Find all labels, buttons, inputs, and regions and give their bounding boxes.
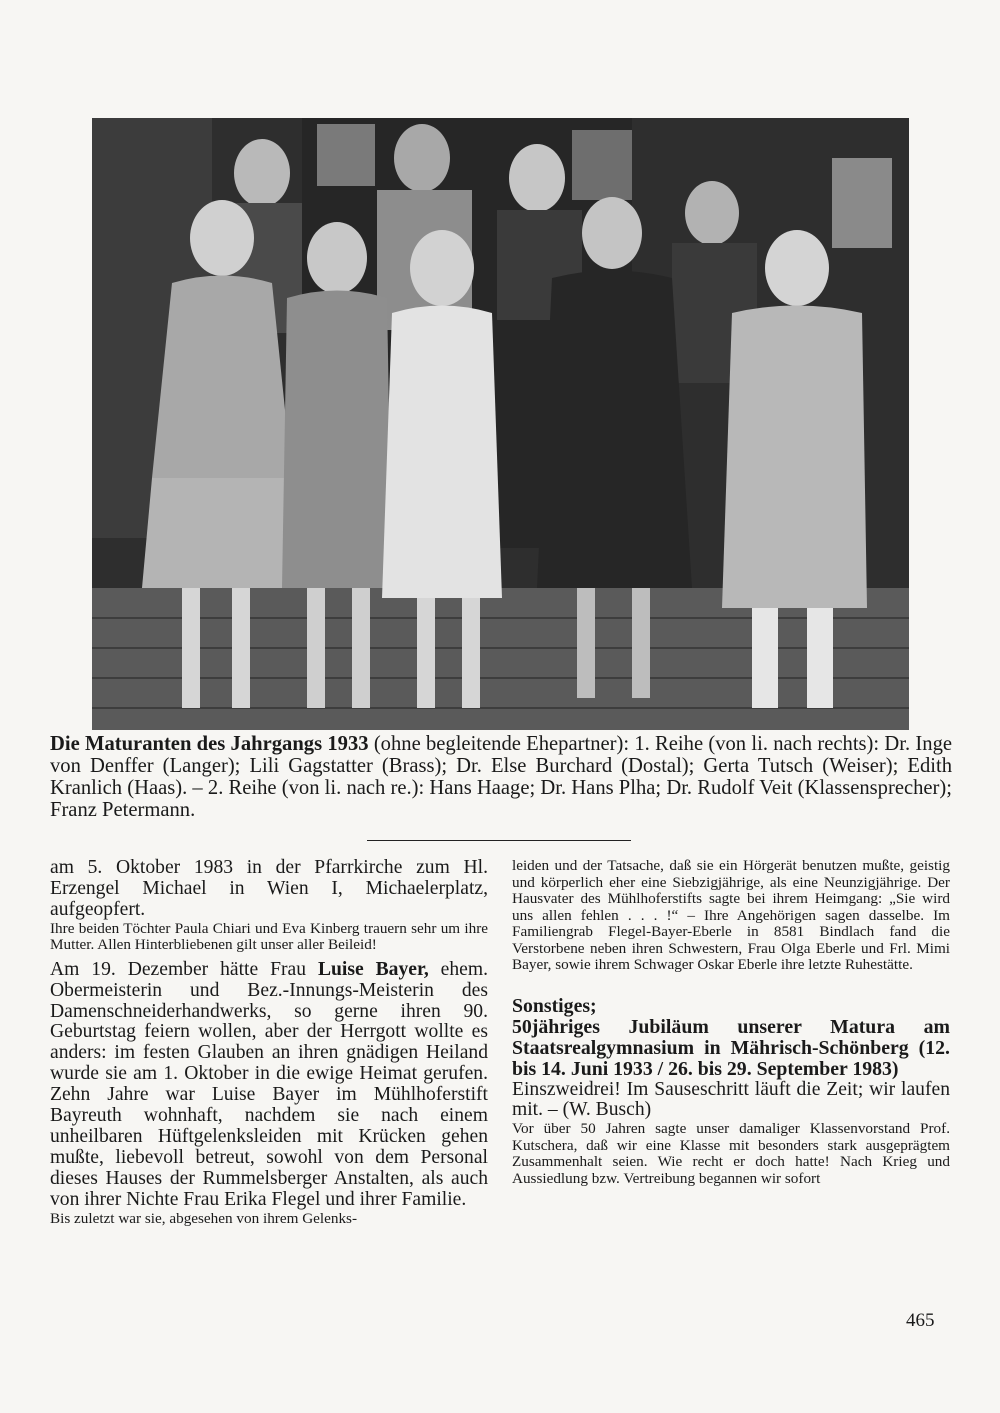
section-heading-sonstiges: Sonstiges; xyxy=(512,994,597,1017)
left-paragraph-1: am 5. Oktober 1983 in der Pfarrkirche zum Hl. Erzengel Michael in Wien I, Michaelerplatz, aufgeopfert. xyxy=(50,857,488,920)
left-paragraph-2: Ihre beiden Töchter Paula Chiari und Eva Kinberg trauern sehr um ihre Mutter. Allen Hinterbliebenen gilt unser aller Beileid! xyxy=(50,919,488,954)
photo-caption xyxy=(50,733,952,821)
left-paragraph-3-start: Am 19. Dezember hätte Frau xyxy=(50,958,318,980)
left-paragraph-3-rest: ehem. Obermeisterin und Bez.-Innungs-Meisterin des Damenschneiderhandwerks, so gerne ihren 90. Geburtstag feiern wollen, aber der Herrgott wollte es anders: im festen Glauben an ihren gnädigen Heiland wurde sie am 1. Oktober in die ewige Heimat gerufen. Zehn Jahre war Luise Bayer im Mühlhoferstift Bayreuth wohnhaft, nachdem sie nach einem unheilbaren Hüftgelenksleiden mit Krücken gehen mußte, liebevoll betreut, sowohl von dem Personal dieses Hauses der Rummelsberger Anstalten, als auch von ihrer Nichte Frau Erika Flegel und ihrer Familie. xyxy=(50,958,488,1210)
section-divider xyxy=(367,840,631,841)
caption-title: Die Maturanten des Jahrgangs 1933 xyxy=(50,733,369,755)
right-paragraph-3: Vor über 50 Jahren sagte unser damaliger Klassenvorstand Prof. Kutschera, daß wir eine Klasse mit besonders stark ausgeprägtem Zusammenhalt seien. Wie recht er doch hatte! Nach Krieg und Aussiedlung bzw. Vertreibung begannen wir sofort xyxy=(512,1120,950,1187)
right-paragraph-2: Einszweidrei! Im Sauseschritt läuft die Zeit; wir laufen mit. – (W. Busch) xyxy=(512,1078,950,1121)
left-paragraph-3 xyxy=(50,960,488,1211)
caption-text: (ohne begleitende Ehepartner): 1. Reihe (von li. nach rechts): Dr. Inge von Denffer (Langer); Lili Gagstatter (Brass); Dr. Else Burchard (Dostal); Gerta Tutsch (Weiser); Edith Kranlich (Haas). – 2. Reihe (von li. nach re.): Hans Haage; Dr. Hans Plha; Dr. Rudolf Veit (Klassensprecher); Franz Petermann. xyxy=(50,733,953,821)
group-photo xyxy=(92,118,909,730)
page-number: 465 xyxy=(906,1310,935,1331)
section-heading-jubilaeum: 50jähriges Jubiläum unserer Matura am Staatsrealgymnasium in Mährisch-Schönberg (12. bis 14. Juni 1933 / 26. bis 29. September 1983) xyxy=(512,1015,950,1080)
left-paragraph-4: Bis zuletzt war sie, abgesehen von ihrem Gelenks- xyxy=(50,1209,358,1227)
person-name-luise-bayer: Luise Bayer, xyxy=(317,958,429,980)
left-column xyxy=(50,858,488,1227)
group-photo-illustration xyxy=(92,118,909,730)
right-column xyxy=(512,858,950,1187)
right-paragraph-1: leiden und der Tatsache, daß sie ein Hörgerät benutzen mußte, geistig und körperlich eher eine Siebzigjährige, als eine Neunzigjährige. Der Hausvater des Mühlhoferstifts sagte bei ihrem Heimgang: „Sie wird uns allen fehlen . . . !“ – Ihre Angehörigen sagen dasselbe. Im Familiengrab Flegel-Bayer-Eberle in 8581 Bindlach fand die Verstorbene neben ihren Schwestern, Frau Olga Eberle und Frl. Mimi Bayer, sowie ihrem Schwager Oskar Eberle ihre letzte Ruhestätte. xyxy=(512,857,950,973)
